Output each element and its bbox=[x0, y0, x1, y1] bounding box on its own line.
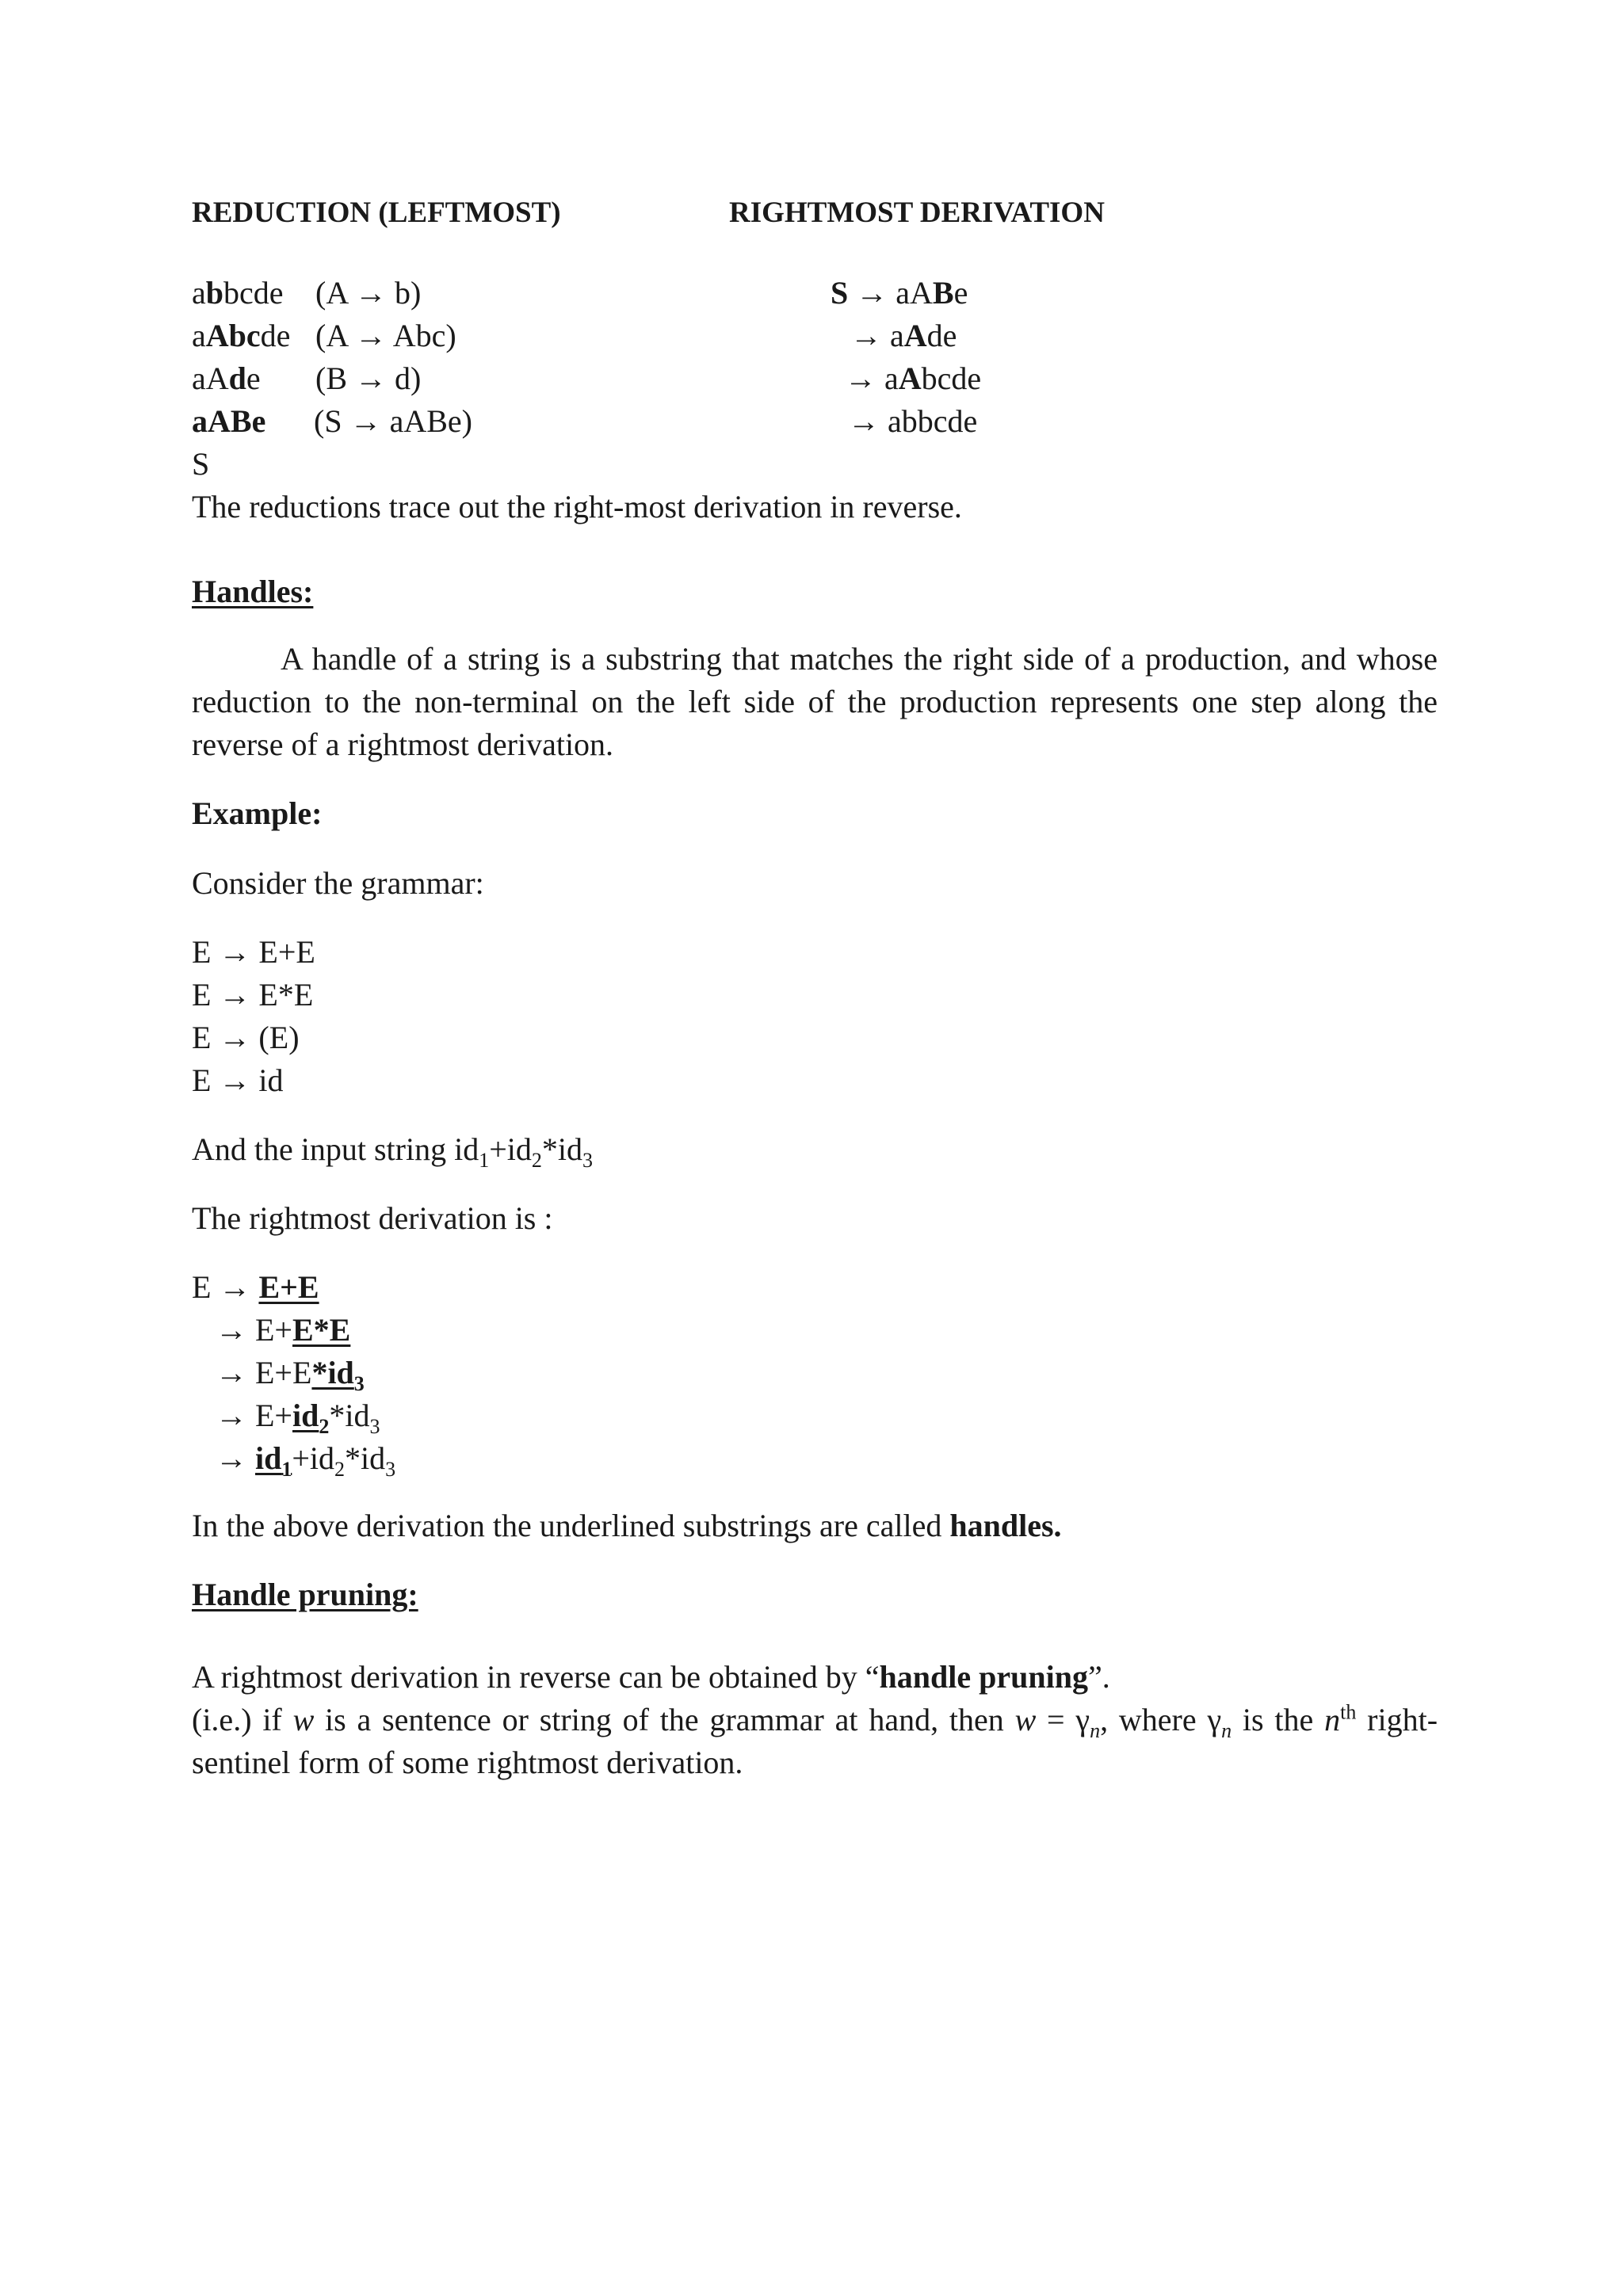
pruning-heading: Handle pruning: bbox=[192, 1577, 418, 1612]
derivation-row: → abbcde bbox=[848, 403, 978, 439]
derivation-row: → aAbcde bbox=[845, 360, 982, 396]
reduction-row: abbcde bbox=[192, 275, 284, 311]
pruning-line: A rightmost derivation in reverse can be obtained by “handle pruning”. bbox=[192, 1659, 1110, 1695]
handle-derivation-row: → E+E*E bbox=[216, 1312, 351, 1348]
reduction-rule: (A → b) bbox=[315, 275, 422, 311]
trace-sentence: The reductions trace out the right-most derivation in reverse. bbox=[192, 489, 962, 524]
handle-derivation-row: → $E+id_2*id_3$ bbox=[216, 1398, 380, 1438]
handle-derivation-row: E → E+E bbox=[192, 1269, 319, 1305]
grammar-rule: E → (E) bbox=[192, 1020, 300, 1055]
handles-note: In the above derivation the underlined substrings are called handles. bbox=[192, 1508, 1062, 1543]
example-heading: Example: bbox=[192, 795, 323, 831]
grammar-rule: E → E+E bbox=[192, 934, 315, 970]
handles-heading: Handles: bbox=[192, 574, 314, 609]
rightmost-intro: The rightmost derivation is : bbox=[192, 1200, 553, 1236]
reduction-row: aABe bbox=[192, 403, 266, 439]
pruning-line: sentinel form of some rightmost derivation. bbox=[192, 1745, 743, 1780]
reduction-rule: (B → d) bbox=[315, 360, 422, 396]
reduction-row: aAde bbox=[192, 360, 261, 396]
pruning-line: (i.e.) if w is a sentence or string of the grammar at hand, then $w = \gamma_n$, where $\gamma_n$ is the $n^{th}$ right- bbox=[192, 1700, 1438, 1742]
reduction-rule: (S → aABe) bbox=[314, 403, 472, 439]
handles-paragraph-line: A handle of a string is a substring that matches the right side of a production, and whose bbox=[281, 641, 1438, 677]
derivation-header: RIGHTMOST DERIVATION bbox=[729, 196, 1105, 229]
reduction-header: REDUCTION (LEFTMOST) bbox=[192, 196, 561, 229]
input-string-line: And the input string $id_1+id_2*id_3$ bbox=[192, 1131, 594, 1172]
handles-paragraph-line: reduction to the non-terminal on the left side of the production represents one step along the bbox=[192, 684, 1438, 719]
grammar-rule: E → id bbox=[192, 1062, 284, 1098]
reduction-final: S bbox=[192, 446, 210, 482]
derivation-row: S → aABe bbox=[831, 275, 968, 311]
handle-derivation-row: → $id_1+id_2*id_3$ bbox=[216, 1440, 396, 1481]
handles-paragraph-line: reverse of a rightmost derivation. bbox=[192, 727, 614, 762]
reduction-rule: (A → Abc) bbox=[315, 318, 456, 353]
grammar-rule: E → E*E bbox=[192, 977, 314, 1013]
consider-text: Consider the grammar: bbox=[192, 865, 484, 901]
handle-derivation-row: → $E+E*id_3$ bbox=[216, 1355, 365, 1395]
reduction-row: aAbcde bbox=[192, 318, 291, 353]
derivation-row: → aAde bbox=[850, 318, 957, 353]
